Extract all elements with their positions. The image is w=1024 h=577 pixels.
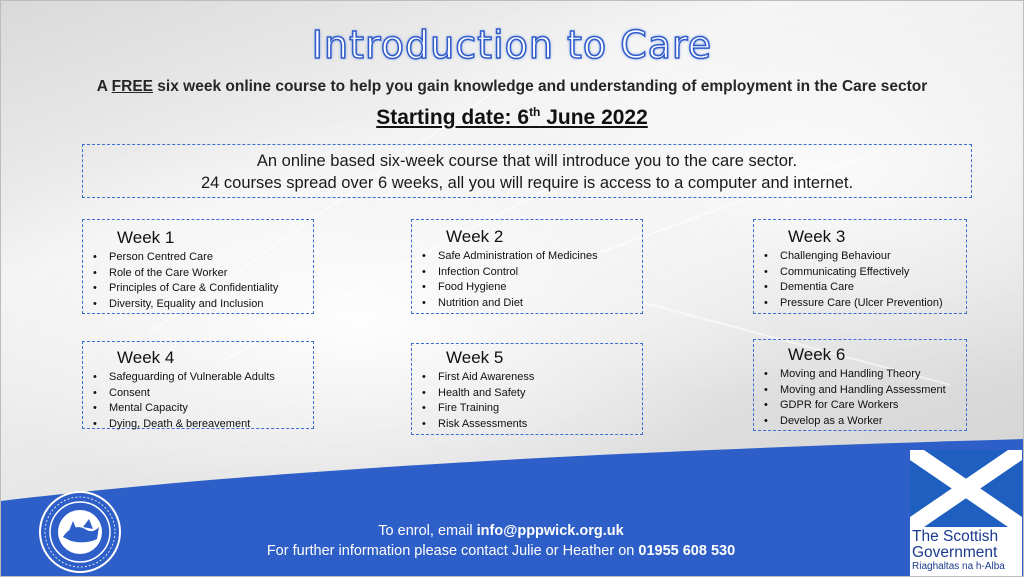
government-name-line-1: The Scottish (912, 528, 999, 545)
week-2-title: Week 2 (446, 227, 504, 246)
start-rest: June 2022 (540, 106, 648, 129)
start-sup: th (529, 105, 541, 119)
week-5-box (411, 343, 643, 435)
list-item: • Challenging Behaviour (780, 249, 966, 265)
pulteneytown-peoples-project-logo-icon (39, 491, 121, 573)
list-item: • GDPR for Care Workers (780, 398, 966, 414)
list-item: • Diversity, Equality and Inclusion (109, 297, 313, 313)
list-item: • Pressure Care (Ulcer Prevention) (780, 296, 966, 312)
subtitle-rest: six week online course to help you gain knowledge and understanding of employment in the Care sector (153, 78, 928, 95)
government-name-line-2: Government (912, 544, 998, 561)
government-name (912, 529, 998, 561)
enrol-prefix: To enrol, email (378, 523, 477, 539)
info-line (201, 541, 801, 561)
course-subtitle (1, 78, 1023, 96)
list-item: • Moving and Handling Assessment (780, 383, 966, 399)
list-item: • Fire Training (438, 401, 642, 417)
list-item: • Nutrition and Diet (438, 296, 642, 312)
contact-phone: 01955 608 530 (638, 543, 736, 559)
week-1-title: Week 1 (117, 228, 175, 247)
list-item: • Safeguarding of Vulnerable Adults (109, 370, 313, 386)
list-item: • Develop as a Worker (780, 414, 966, 430)
list-item: • Dementia Care (780, 280, 966, 296)
government-gaelic-name: Riaghaltas na h-Alba (912, 561, 1005, 572)
list-item: • Food Hygiene (438, 280, 642, 296)
list-item: • Health and Safety (438, 386, 642, 402)
start-label: Starting date: 6 (376, 106, 530, 129)
intro-line-2: 24 courses spread over 6 weeks, all you will require is access to a computer and internet. (200, 174, 854, 192)
list-item: • Risk Assessments (438, 417, 642, 433)
enrol-line (201, 521, 801, 541)
list-item: • Infection Control (438, 265, 642, 281)
week-4-title: Week 4 (117, 348, 175, 367)
week-6-box (753, 339, 967, 431)
list-item: • Person Centred Care (109, 250, 313, 266)
intro-line-1: An online based six-week course that will introduce you to the care sector. (256, 152, 798, 170)
list-item: • Principles of Care & Confidentiality (109, 281, 313, 297)
list-item: • Consent (109, 386, 313, 402)
page-title: Introduction to Care (311, 23, 713, 67)
enrol-email-link[interactable]: info@pppwick.org.uk (476, 523, 624, 539)
week-5-title: Week 5 (446, 348, 504, 367)
intro-box (82, 144, 972, 198)
footer-contact (201, 521, 801, 561)
list-item: • Communicating Effectively (780, 265, 966, 281)
list-item: • Moving and Handling Theory (780, 367, 966, 383)
list-item: • Role of the Care Worker (109, 266, 313, 282)
free-label: FREE (111, 78, 153, 95)
saltire-flag-icon (910, 450, 1022, 527)
list-item: • Mental Capacity (109, 401, 313, 417)
week-3-box (753, 219, 967, 314)
list-item: • Dying, Death & bereavement (109, 417, 313, 433)
info-prefix: For further information please contact Julie or Heather on (266, 543, 639, 559)
week-2-box (411, 219, 643, 314)
list-item: • First Aid Awareness (438, 370, 642, 386)
week-4-box (82, 341, 314, 429)
list-item: • Safe Administration of Medicines (438, 249, 642, 265)
week-1-box (82, 219, 314, 314)
week-6-title: Week 6 (788, 345, 846, 364)
starting-date (1, 105, 1023, 130)
subtitle-prefix: A (96, 78, 112, 95)
scottish-government-logo (910, 450, 1022, 576)
week-3-title: Week 3 (788, 227, 846, 246)
